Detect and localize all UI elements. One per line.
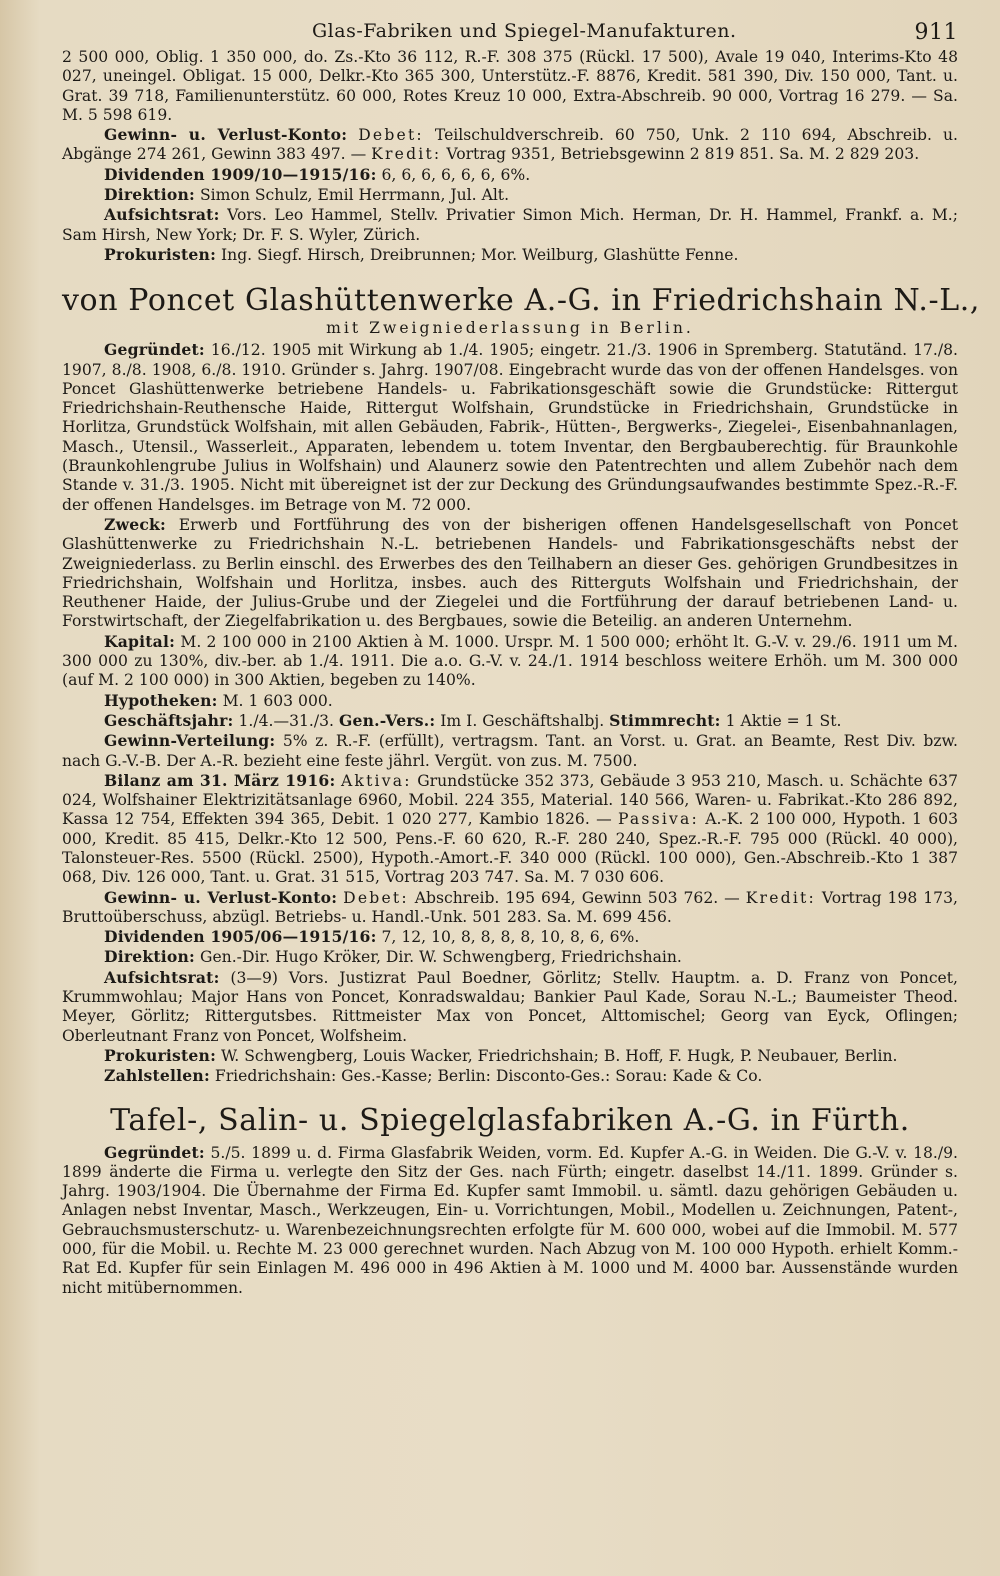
authorized-officers xyxy=(62,1046,958,1066)
company-title: von Poncet Glashüttenwerke A.-G. in Friedrichshain N.-L., xyxy=(62,283,981,319)
direction-text: Simon Schulz, Emil Herrmann, Jul. Alt. xyxy=(199,186,510,205)
mortgages xyxy=(62,691,958,711)
founded-label: Gegründet: xyxy=(104,340,205,360)
fiscal-year-label: Geschäftsjahr: xyxy=(104,710,234,730)
paying-agents xyxy=(62,1066,958,1086)
supervisory-label: Aufsichtsrat: xyxy=(104,967,220,987)
founded-text: 5./5. 1899 u. d. Firma Glasfabrik Weiden, vorm. Ed. Kupfer A.-G. in Weiden. Die G.-V. v. 18./9. 1899 änderte die Firma u. verlegte den Sitz der Ges. nach Fürth; eingetr. daselbst 14./11. 1899. Gründer s. Jahrg. 1903/1904. Die Übernahme der Firma Ed. Kupfer samt Immobil. u. sämtl. dazu gehörigen Gebäuden u. Anlagen nebst Inventar, Masch., Werkzeugen, Ein- u. Vorrichtungen, Mobil., Modellen u. Zeichnungen, Patent-, Gebrauchsmusterschutz- u. Warenbezeichnungsrechten erfolgte für M. 600 000, wobei auf die Immobil. M. 577 000, für die Mobil. u. Rechte M. 23 000 gerechnet wurden. Nach Abzug von M. 100 000 Hypoth. erhielt Komm.-Rat Ed. Kupfer für sein Einlagen M. 496 000 in 496 Aktien à M. 1000 und M. 4000 bar. Aussenstände wurden nicht mitübernommen. xyxy=(62,1143,958,1297)
company-subtitle: mit Zweigniederlassung in Berlin. xyxy=(326,319,694,338)
general-meeting-label: Gen.-Vers.: xyxy=(338,710,436,730)
aktiva-label: Aktiva: xyxy=(340,771,412,790)
running-title: Glas-Fabriken und Spiegel-Manufakturen. xyxy=(312,20,737,42)
guv-debet-label: Debet: xyxy=(358,126,424,145)
guv-kredit-label: Kredit: xyxy=(371,145,442,164)
purpose xyxy=(62,515,958,632)
paying-agents-label: Zahlstellen: xyxy=(104,1066,210,1086)
guv-debet-text: Teilschuldverschreib. 60 750, Unk. 2 110 694, Abschreib. u. Abgänge 274 261, Gewinn 383 497. — xyxy=(62,126,958,164)
balance-sheet xyxy=(62,771,958,888)
balance-continuation: 2 500 000, Oblig. 1 350 000, do. Zs.-Kto 36 112, R.-F. 308 375 (Rückl. 17 500), Avale 19 040, Interims-Kto 48 027, uneingel. Obligat. 15 000, Delkr.-Kto 365 300, Unterstütz.-F. 8876, Kredit. 581 390, Div. 150 000, Tant. u. Grat. 39 718, Familienunterstütz. 60 000, Rotes Kreuz 10 000, Extra-Abschreib. 90 000, Vortrag 16 279. — Sa. M. 5 598 619. xyxy=(62,48,958,124)
dividends-label: Dividenden 1905/06—1915/16: xyxy=(104,927,377,947)
capital-label: Kapital: xyxy=(104,631,176,651)
guv-debet-label: Debet: xyxy=(343,888,409,907)
guv-kredit-text: Vortrag 9351, Betriebsgewinn 2 819 851. Sa. M. 2 829 203. xyxy=(446,145,920,164)
prokuristen-label: Prokuristen: xyxy=(104,244,217,264)
supervisory-board xyxy=(62,205,958,245)
authorized-officers xyxy=(62,245,958,265)
supervisory-text: (3—9) Vors. Justizrat Paul Boedner, Görlitz; Stellv. Hauptm. a. D. Franz von Poncet, Krummwohlau; Major Hans von Poncet, Konradswaldau; Bankier Paul Kade, Sorau N.-L.; Baumeister Theod. Meyer, Görlitz; Rittergutsbes. Rittmeister Max von Poncet, Alttomischel; Georg van Eyck, Oflingen; Oberleutnant Franz von Poncet, Wolfsheim. xyxy=(62,968,959,1045)
page-number: 911 xyxy=(914,20,958,45)
entry-continued xyxy=(62,48,958,265)
capital-text: M. 2 100 000 in 2100 Aktien à M. 1000. Urspr. M. 1 500 000; erhöht lt. G.-V. v. 29./6. 1911 um M. 300 000 zu 130%, div.-ber. ab 1./4. 1911. Die a.o. G.-V. v. 24./1. 1914 beschloss weitere Erhöh. um M. 300 000 (auf M. 2 100 000) in 300 Aktien, begeben zu 140%. xyxy=(62,632,958,690)
profit-distribution-text: 5% z. R.-F. (erfüllt), vertragsm. Tant. an Vorst. u. Grat. an Beamte, Rest Div. bzw. nach G.-V.-B. Der A.-R. bezieht eine feste jährl. Vergüt. von zus. M. 7500. xyxy=(62,732,958,770)
prokuristen-label: Prokuristen: xyxy=(104,1045,217,1065)
profit-distribution xyxy=(62,731,958,771)
profit-loss-account xyxy=(62,125,958,165)
dividends-text: 7, 12, 10, 8, 8, 8, 8, 10, 8, 6, 6%. xyxy=(381,928,640,947)
founded xyxy=(62,340,958,515)
founded-label: Gegründet: xyxy=(104,1142,205,1162)
paying-agents-text: Friedrichshain: Ges.-Kasse; Berlin: Disconto-Ges.: Sorau: Kade & Co. xyxy=(214,1067,763,1086)
guv-debet-text: Abschreib. 195 694, Gewinn 503 762. — xyxy=(414,888,740,907)
dividends-label: Dividenden 1909/10—1915/16: xyxy=(104,164,377,184)
prokuristen-text: W. Schwengberg, Louis Wacker, Friedrichshain; B. Hoff, F. Hugk, P. Neubauer, Berlin. xyxy=(221,1046,898,1065)
prokuristen-text: Ing. Siegf. Hirsch, Dreibrunnen; Mor. Weilburg, Glashütte Fenne. xyxy=(221,245,739,264)
founded xyxy=(62,1143,958,1298)
direction-text: Gen.-Dir. Hugo Kröker, Dir. W. Schwengberg, Friedrichshain. xyxy=(199,948,682,967)
guv-kredit-text: Vortrag 198 173, Bruttoüberschuss, abzügl. Betriebs- u. Handl.-Unk. 501 283. Sa. M. 699 456. xyxy=(62,888,958,926)
aktiva-text: Grundstücke 352 373, Gebäude 3 953 210, Masch. u. Schächte 637 024, Wolfshainer Elektrizitätsanlage 6960, Mobil. 224 355, Material. 140 566, Waren- u. Fabrikat.-Kto 286 892, Kassa 12 754, Effekten 394 365, Debit. 1 020 277, Kambio 1826. — xyxy=(62,771,959,829)
supervisory-label: Aufsichtsrat: xyxy=(104,205,220,225)
board-of-directors xyxy=(62,947,958,967)
dividends-text: 6, 6, 6, 6, 6, 6, 6%. xyxy=(381,165,531,184)
guv-label: Gewinn- u. Verlust-Konto: xyxy=(104,887,338,907)
founded-text: 16./12. 1905 mit Wirkung ab 1./4. 1905; eingetr. 21./3. 1906 in Spremberg. Statutänd. 17./8. 1907, 8./8. 1908, 6./8. 1910. Gründer s. Jahrg. 1907/08. Eingebracht wurde das von der offenen Handelsges. von Poncet Glashüttenwerke betriebene Handels- u. Fabrikationsgeschäft sowie die Grundstücke: Rittergut Friedrichshain-Reuthensche Haide, Rittergut Wolfshain, Grundstücke in Friedrichshain, Grundstücke in Horlitza, Grundstück Wolfshain, mit allen Gebäuden, Fabrik-, Hütten-, Bergwerks-, Ziegelei-, Eisenbahnanlagen, Masch., Utensil., Wasserleit., Apparaten, lebendem u. totem Inventar, den Bergbauberechtig. für Braunkohle (Braunkohlengrube Julius in Wolfshain) und Alaunerz sowie den Patentrechten und allem Zubehör nach dem Stande v. 31./3. 1905. Nicht mit übereignet ist der zur Deckung des Gründungsaufwandes bestimmte Spez.-R.-F. der offenen Handelsges. im Betrage von M. 72 000. xyxy=(62,341,958,514)
entry-fuerth xyxy=(62,1103,958,1298)
board-of-directors xyxy=(62,185,958,205)
supervisory-text: Vors. Leo Hammel, Stellv. Privatier Simon Mich. Herman, Dr. H. Hammel, Frankf. a. M.; Sam Hirsh, New York; Dr. F. S. Wyler, Zürich. xyxy=(62,206,958,244)
dividends xyxy=(62,927,958,947)
fiscal-year xyxy=(62,711,958,731)
guv-kredit-label: Kredit: xyxy=(745,888,816,907)
running-head xyxy=(62,14,958,48)
capital xyxy=(62,632,958,691)
direction-label: Direktion: xyxy=(104,185,196,205)
profit-loss-account xyxy=(62,888,958,928)
dividends xyxy=(62,165,958,185)
company-title: Tafel-, Salin- u. Spiegelglasfabriken A.-G. in Fürth. xyxy=(110,1102,910,1138)
direction-label: Direktion: xyxy=(104,947,196,967)
guv-label: Gewinn- u. Verlust-Konto: xyxy=(104,125,348,145)
voting-right-text: 1 Aktie = 1 St. xyxy=(725,711,842,730)
profit-distribution-label: Gewinn-Verteilung: xyxy=(104,731,276,751)
general-meeting-text: Im I. Geschäftshalbj. xyxy=(440,711,605,730)
passiva-label: Passiva: xyxy=(617,810,699,829)
passiva-text: A.-K. 2 100 000, Hypoth. 1 603 000, Kredit. 85 415, Delkr.-Kto 12 500, Pens.-F. 60 620, R.-F. 280 240, Spez.-R.-F. 795 000 (Rückl. 40 000), Talonsteuer-Res. 5500 (Rückl. 2500), Hypoth.-Amort.-F. 340 000 (Rückl. 100 000), Gen.-Abschreib.-Kto 1 387 068, Div. 126 000, Tant. u. Grat. 31 515, Vortrag 203 747. Sa. M. 7 030 606. xyxy=(62,810,958,887)
purpose-text: Erwerb und Fortführung des von der bisherigen offenen Handelsgesellschaft von Poncet Glashüttenwerke zu Friedrichshain N.-L. betriebenen Handels- und Fabrikationsgeschäfts nebst der Zweigniederlass. zu Berlin einschl. des Erwerbes des den Teilhabern an dieser Ges. gehörigen Grundbesitzes in Friedrichshain, Wolfshain und Horlitza, insbes. auch des Ritterguts Wolfshain und Friedrichshain, der Reuthener Haide, der Julius-Grube und der Ziegelei und die Fortführung der darauf betriebenen Land- u. Forstwirtschaft, der Ziegelfabrikation u. des Bergbaues, sowie die Beteilig. an anderen Unternehm. xyxy=(62,515,958,631)
voting-right-label: Stimmrecht: xyxy=(609,710,721,730)
purpose-label: Zweck: xyxy=(104,514,166,534)
mortgages-label: Hypotheken: xyxy=(104,690,218,710)
mortgages-text: M. 1 603 000. xyxy=(222,691,333,710)
fiscal-year-text: 1./4.—31./3. xyxy=(238,711,335,730)
entry-poncet xyxy=(62,283,981,1086)
balance-label: Bilanz am 31. März 1916: xyxy=(104,770,336,790)
supervisory-board xyxy=(62,968,958,1046)
